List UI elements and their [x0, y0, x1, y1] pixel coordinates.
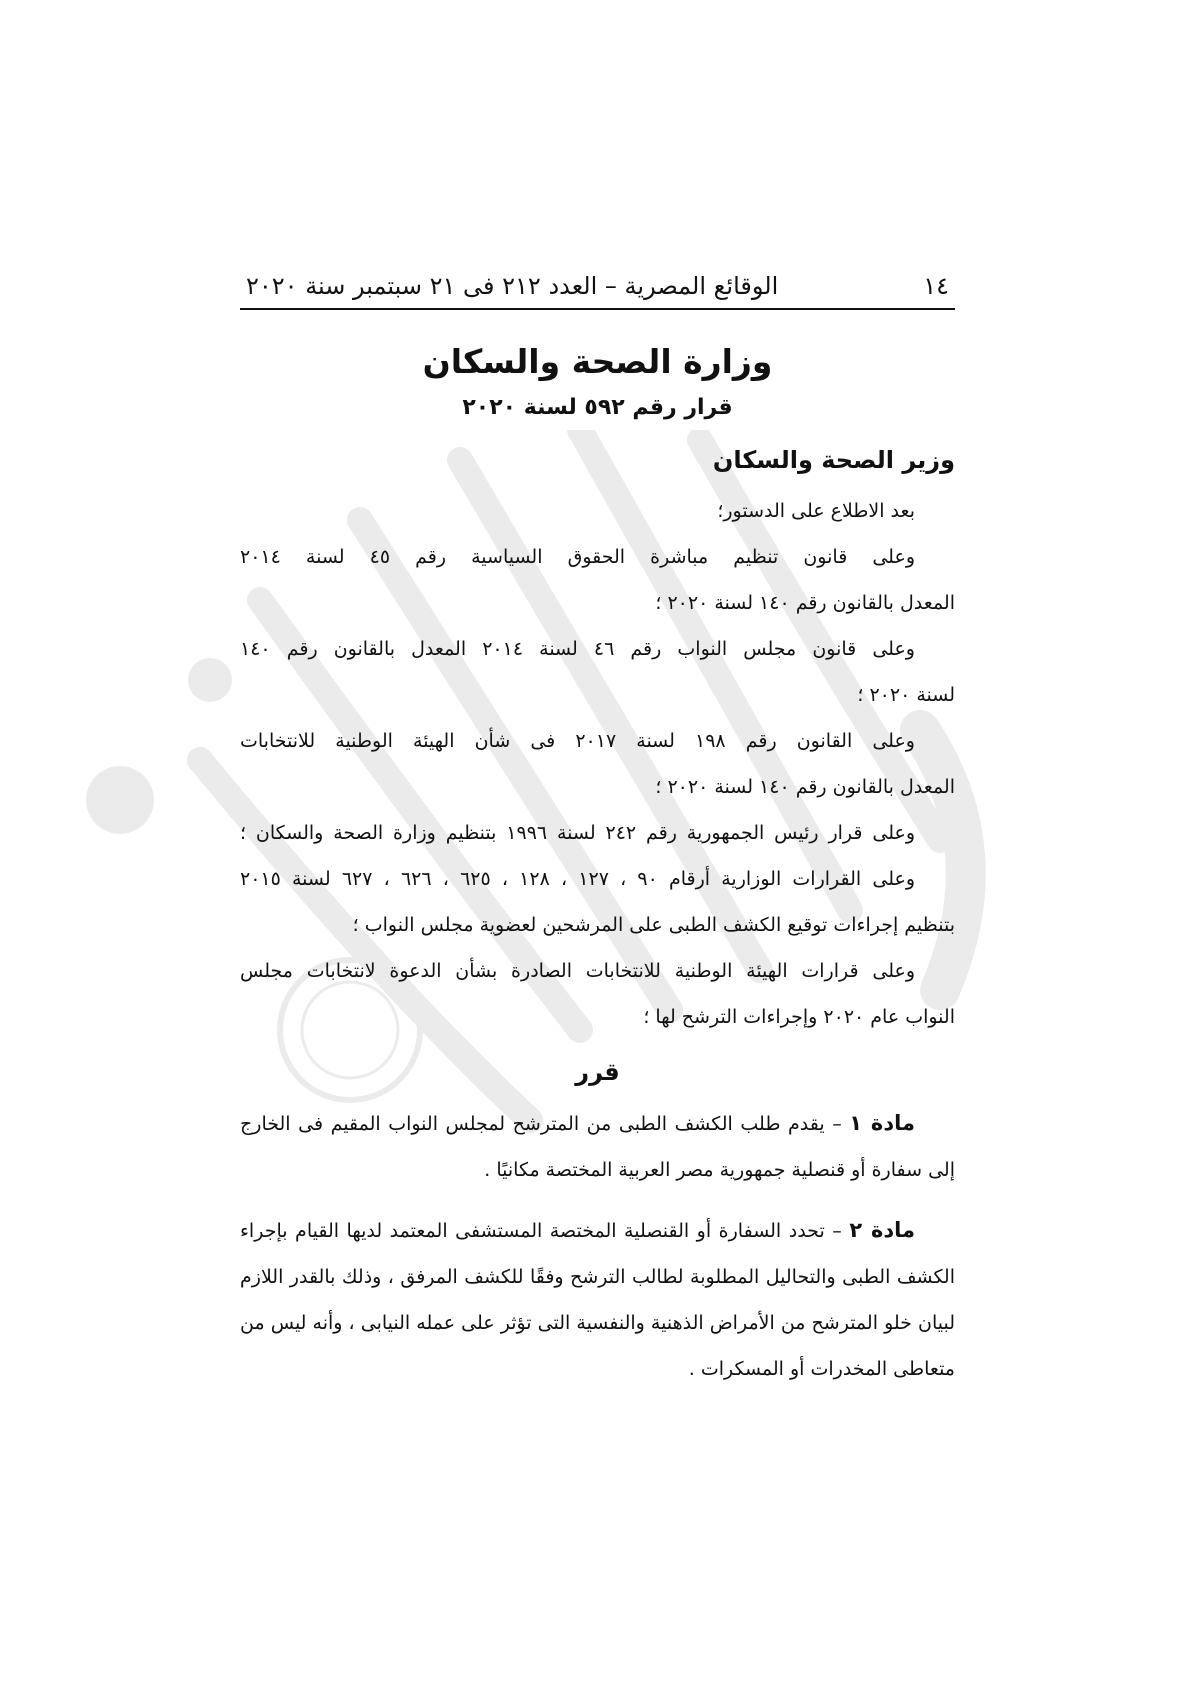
article — [240, 1207, 955, 1392]
recital-first-line: وعلى قرارات الهيئة الوطنية للانتخابات الصادرة بشأن الدعوة لانتخابات مجلس — [240, 960, 915, 982]
header-rule — [240, 308, 955, 310]
article-label: مادة ٢ — [849, 1218, 916, 1242]
recital-first-line: وعلى قانون مجلس النواب رقم ٤٦ لسنة ٢٠١٤ المعدل بالقانون رقم ١٤٠ — [240, 638, 915, 660]
recital-first-line: بعد الاطلاع على الدستور؛ — [717, 500, 915, 522]
page-number: ١٤ — [923, 272, 949, 300]
recital-paragraph — [240, 856, 955, 948]
recitals — [240, 488, 955, 1040]
recital-paragraph — [240, 718, 955, 810]
article-continuation: إلى سفارة أو قنصلية جمهورية مصر العربية المختصة مكانيًا . — [484, 1159, 955, 1181]
recital-continuation: بتنظيم إجراءات توقيع الكشف الطبى على المرشحين لعضوية مجلس النواب ؛ — [352, 914, 955, 936]
article-first-text: – يقدم طلب الكشف الطبى من المترشح لمجلس النواب المقيم فى الخارج — [240, 1113, 850, 1135]
recital-paragraph — [240, 534, 955, 626]
running-title: الوقائع المصرية – العدد ٢١٢ فى ٢١ سبتمبر سنة ٢٠٢٠ — [246, 272, 779, 300]
minister-title: وزير الصحة والسكان — [712, 446, 955, 474]
recital-continuation: النواب عام ٢٠٢٠ وإجراءات الترشح لها ؛ — [643, 1006, 955, 1028]
recital-paragraph — [240, 810, 955, 856]
article — [240, 1100, 955, 1193]
recital-paragraph — [240, 948, 955, 1040]
recital-first-line: وعلى قانون تنظيم مباشرة الحقوق السياسية رقم ٤٥ لسنة ٢٠١٤ — [240, 546, 915, 568]
recital-first-line: وعلى القرارات الوزارية أرقام ٩٠ ، ١٢٧ ، ١٢٨ ، ٦٢٥ ، ٦٢٦ ، ٦٢٧ لسنة ٢٠١٥ — [240, 868, 915, 890]
decides-heading: قرر — [575, 1058, 620, 1086]
recital-continuation: المعدل بالقانون رقم ١٤٠ لسنة ٢٠٢٠ ؛ — [655, 776, 955, 798]
recital-paragraph — [240, 626, 955, 718]
running-header — [240, 260, 955, 300]
article-label: مادة ١ — [849, 1111, 915, 1135]
article-first-line — [240, 1100, 955, 1147]
article-first-line — [240, 1207, 955, 1254]
recital-first-line: وعلى القانون رقم ١٩٨ لسنة ٢٠١٧ فى شأن الهيئة الوطنية للانتخابات — [240, 730, 915, 752]
decree-title: قرار رقم ٥٩٢ لسنة ٢٠٢٠ — [462, 395, 733, 420]
article-continuation: الكشف الطبى والتحاليل المطلوبة لطالب الترشح وفقًا للكشف المرفق ، وذلك بالقدر اللازم لبيان خلو المترشح من الأمراض الذهنية والنفسية التى تؤثر على عمله النيابى ، وأنه ليس من متعاطى المخدرات أو المسكرات . — [240, 1266, 955, 1380]
article-first-text: – تحدد السفارة أو القنصلية المختصة المستشفى المعتمد لديها القيام بإجراء — [240, 1220, 850, 1242]
recital-continuation: المعدل بالقانون رقم ١٤٠ لسنة ٢٠٢٠ ؛ — [655, 592, 955, 614]
gazette-page — [240, 260, 955, 1406]
ministry-title: وزارة الصحة والسكان — [422, 342, 773, 381]
recital-continuation: لسنة ٢٠٢٠ ؛ — [857, 684, 955, 706]
recital-paragraph — [240, 488, 955, 534]
recital-first-line: وعلى قرار رئيس الجمهورية رقم ٢٤٢ لسنة ١٩٩٦ بتنظيم وزارة الصحة والسكان ؛ — [240, 822, 915, 844]
